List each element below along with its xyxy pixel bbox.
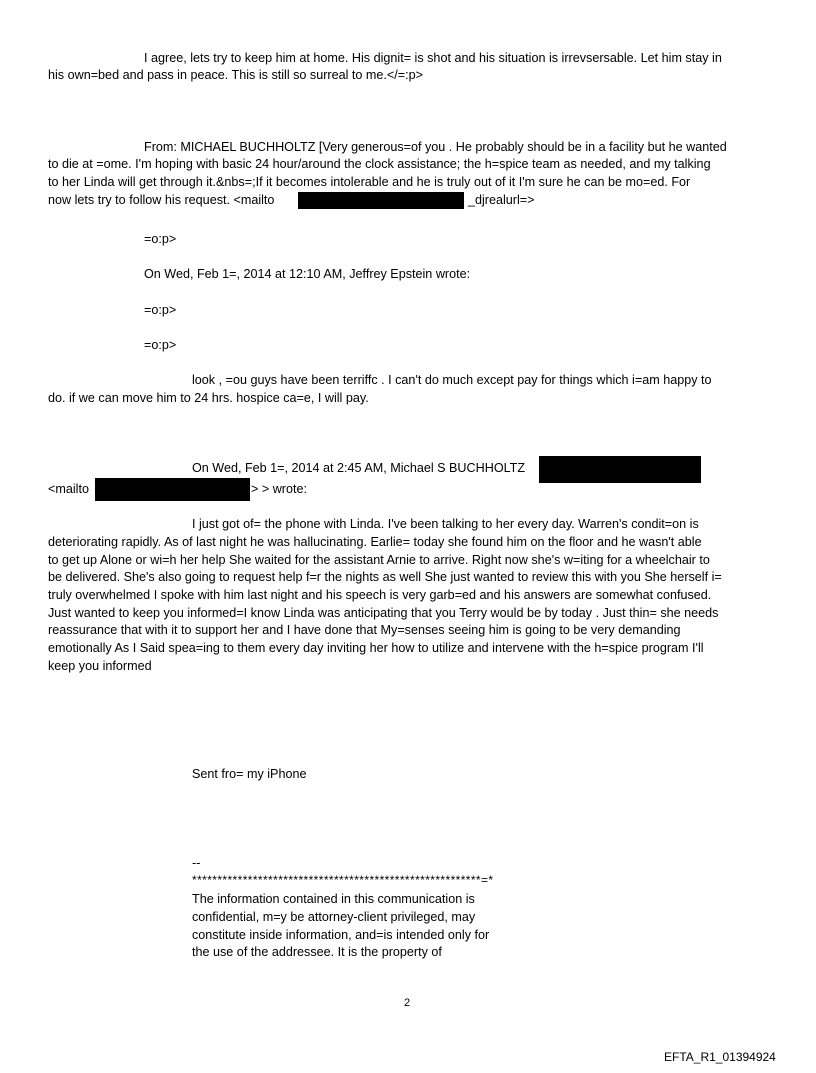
bates-number: EFTA_R1_01394924 <box>664 1050 776 1064</box>
body-text-line: emotionally As I Said spea=ing to them every day inviting her how to utilize and intervene with the h=spice program I'll <box>48 641 704 655</box>
body-text-line: > > wrote: <box>251 482 308 496</box>
signature-separator: -- <box>192 856 201 870</box>
body-text-line: =o:p> <box>144 338 177 352</box>
quote-header: On Wed, Feb 1=, 2014 at 2:45 AM, Michael S BUCHHOLTZ <box>192 461 526 475</box>
redaction-block <box>539 456 701 483</box>
body-text-line: be delivered. She's also going to request help f=r the nights as well She just wanted to review this with you She herself i= <box>48 570 722 584</box>
body-text-line: From: MICHAEL BUCHHOLTZ [Very generous=of you . He probably should be in a facility but he wanted <box>144 140 727 154</box>
body-text-line: reassurance that with it to support her and I have done that My=senses seeing him is going to be very demanding <box>48 623 681 637</box>
quote-header: On Wed, Feb 1=, 2014 at 12:10 AM, Jeffrey Epstein wrote: <box>144 267 471 281</box>
redaction-block <box>298 192 464 209</box>
disclaimer-line: The information contained in this communication is <box>192 892 475 906</box>
body-text-line: I just got of= the phone with Linda. I've been talking to her every day. Warren's condit=on is <box>192 517 699 531</box>
body-text-line: his own=bed and pass in peace. This is still so surreal to me.</=:p> <box>48 68 423 82</box>
sent-from-line: Sent fro= my iPhone <box>192 767 307 781</box>
body-text-line: to her Linda will get through it.&nbs=;If it becomes intolerable and he is truly out of it I'm sure he can be mo=ed. For <box>48 175 691 189</box>
body-text-line: do. if we can move him to 24 hrs. hospice ca=e, I will pay. <box>48 391 369 405</box>
signature-stars: *********************************************************=* <box>192 873 494 887</box>
disclaimer-line: constitute inside information, and=is intended only for <box>192 928 490 942</box>
body-text-line: <mailto <box>48 482 89 496</box>
body-text-line: deteriorating rapidly. As of last night he was hallucinating. Earlie= today she found him on the floor and he wasn't able <box>48 535 702 549</box>
body-text-line: to die at =ome. I'm hoping with basic 24 hour/around the clock assistance; the h=spice team as needed, and my talking <box>48 157 711 171</box>
body-text-line: truly overwhelmed I spoke with him last night and his speech is very garb=ed and his answers are somewhat confused. <box>48 588 712 602</box>
body-text-line: look , =ou guys have been terriffc . I can't do much except pay for things which i=am happy to <box>192 373 712 387</box>
page-number: 2 <box>404 997 411 1009</box>
body-text-line: keep you informed <box>48 659 152 673</box>
body-text-line: _djrealurl=> <box>468 193 535 207</box>
disclaimer-line: the use of the addressee. It is the property of <box>192 945 442 959</box>
body-text-line: Just wanted to keep you informed=I know Linda was anticipating that you Terry would be by today . Just thin= she needs <box>48 606 719 620</box>
body-text-line: now lets try to follow his request. <mailto <box>48 193 275 207</box>
body-text-line: to get up Alone or wi=h her help She waited for the assistant Arnie to arrive. Right now she's w=iting for a wheelchair to <box>48 553 710 567</box>
redaction-block <box>95 478 250 501</box>
disclaimer-line: confidential, m=y be attorney-client privileged, may <box>192 910 476 924</box>
body-text-line: =o:p> <box>144 303 177 317</box>
body-text-line: I agree, lets try to keep him at home. His dignit= is shot and his situation is irrevsersable. Let him stay in <box>144 51 722 65</box>
body-text-line: =o:p> <box>144 232 177 246</box>
